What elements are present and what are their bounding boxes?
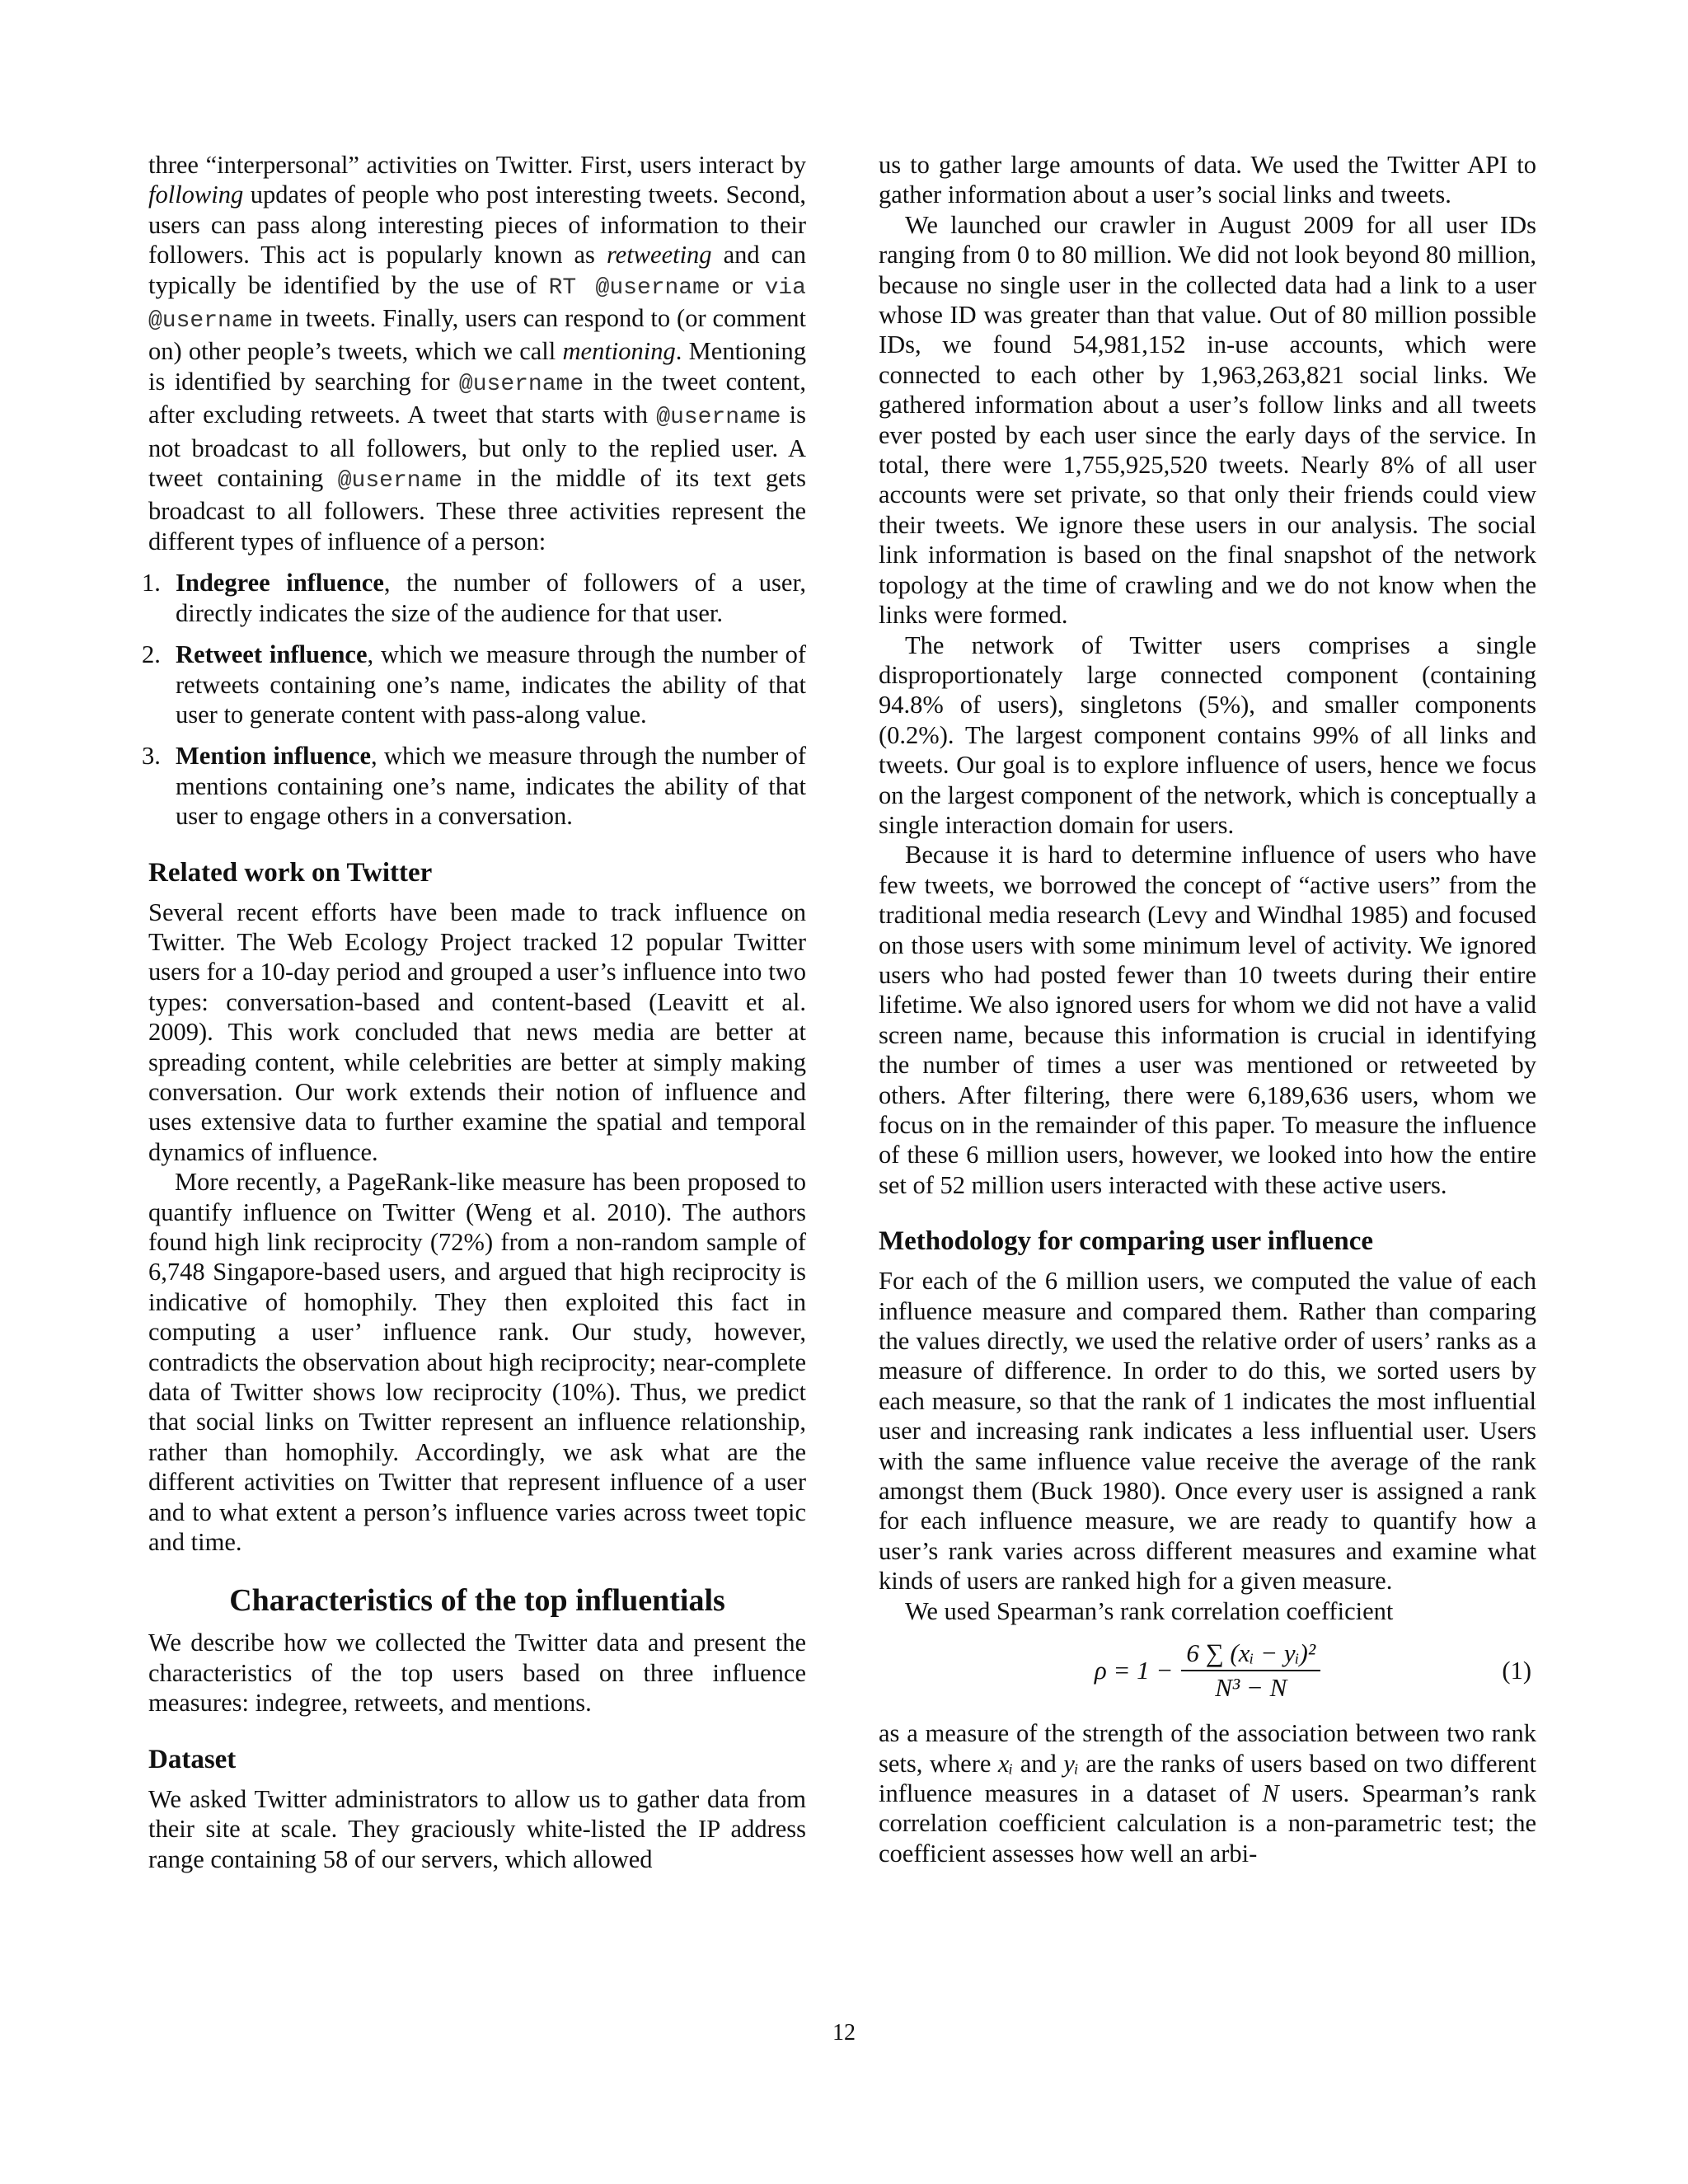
spearman-intro: We used Spearman’s rank correlation coefficient: [905, 1596, 1394, 1625]
left-column: [142, 150, 807, 1874]
after-equation-paragraph: as a measure of the strength of the association between two rank sets, where xᵢ and yᵢ are the ranks of users based on two different influence measures in a dataset of N users. Spearman’s rank correlation coefficient calculation is a non-parametric test; the coefficient assesses how well an arbi-: [879, 1719, 1536, 1868]
section-heading: Characteristics of the top influentials: [229, 1583, 725, 1619]
related-work-heading: Related work on Twitter: [148, 857, 433, 888]
methodology-paragraph: For each of the 6 million users, we computed the value of each influence measure and compared them. Rather than comparing the values directly, we used the relative order of users’ ranks as a measure of difference. In order to do this, we sorted users by each measure, so that the rank of 1 indicates the most influential user and increasing rank indicates a less influential user. Users with the same influence value receive the average of the rank amongst them (Buck 1980). Once every user is assigned a rank for each influence measure, we are ready to quantify how a user’s rank varies across different measures and examine what kinds of users are ranked high for a given measure.: [879, 1267, 1536, 1596]
equation-number: (1): [1502, 1657, 1531, 1685]
list-item: 1. Indegree influence, the number of followers of a user, directly indicates the size of the audience for that user.: [142, 569, 806, 627]
section-paragraph: We describe how we collected the Twitter data and present the characteristics of the top users based on three influence measures: indegree, retweets, and mentions.: [148, 1629, 806, 1718]
equation-numerator: 6 ∑ (xᵢ − yᵢ)²: [1181, 1638, 1320, 1671]
equation-lhs: ρ = 1 −: [1094, 1655, 1174, 1685]
crawler-paragraph: We launched our crawler in August 2009 for all user IDs ranging from 0 to 80 million. We did not look beyond 80 million, because no single user in the collected data had a link to a user whose ID was greater than that value. Out of 80 million possible IDs, we found 54,981,152 in-use accounts, which were connected to each other by 1,963,263,821 social links. We gathered information about a user’s follow links and all tweets ever posted by each user since the early days of the service. In total, there were 1,755,925,520 tweets. Nearly 8% of all user accounts were set private, so that only their friends could view their tweets. We ignore these users in our analysis. The social link information is based on the final snapshot of the network topology at the time of crawling and we do not know when the links were formed.: [879, 210, 1536, 630]
dataset-paragraph-continued: us to gather large amounts of data. We used the Twitter API to gather information about a user’s social links and tweets.: [879, 151, 1536, 209]
list-item: 3. Mention influence, which we measure through the number of mentions containing one’s name, indicates the ability of that user to engage others in a conversation.: [142, 742, 806, 831]
dataset-heading: Dataset: [148, 1744, 237, 1774]
intro-paragraph: three “interpersonal” activities on Twitter. First, users interact by following updates of people who post interesting tweets. Second, users can pass along interesting pieces of information to their followers. This act is popularly known as retweeting and can typically be identified by the use of RT @username or via @username in tweets. Finally, users can respond to (or comment on) other people’s tweets, which we call mentioning. Mentioning is identified by searching for @username in the tweet content, after excluding retweets. A tweet that starts with @username is not broadcast to all followers, but only to the replied user. A tweet containing @username in the middle of its text gets broadcast to all followers. These three activities represent the different types of influence of a person:: [148, 151, 807, 555]
equation-denominator: N³ − N: [1215, 1673, 1287, 1703]
methodology-heading: Methodology for comparing user influence: [879, 1226, 1374, 1257]
related-work-paragraph: More recently, a PageRank-like measure has been proposed to quantify influence on Twitter (Weng et al. 2010). The authors found high link reciprocity (72%) from a non-random sample of 6,748 Singapore-based users, and argued that high reciprocity is indicative of homophily. They then exploited this fact in computing a user’ influence rank. Our study, however, contradicts the observation about high reciprocity; near-complete data of Twitter shows low reciprocity (10%). Thus, we predict that social links on Twitter represent an influence relationship, rather than homophily. Accordingly, we ask what are the different activities on Twitter that represent influence of a user and to what extent a person’s influence varies across tweet topic and time.: [148, 1168, 806, 1557]
dataset-paragraph: We asked Twitter administrators to allow us to gather data from their site at scale. They graciously white-listed the IP address range containing 58 of our servers, which allowed: [148, 1784, 806, 1873]
equation-fraction: [1181, 1638, 1320, 1704]
influence-list: [142, 568, 806, 831]
active-users-paragraph: Because it is hard to determine influence of users who have few tweets, we borrowed the concept of “active users” from the traditional media research (Levy and Windhal 1985) and focused on those users with some minimum level of activity. We ignored users who had posted fewer than 10 tweets during their entire lifetime. We also ignored users for whom we did not have a valid screen name, because this information is crucial in identifying the number of times a user was mentioned or retweeted by others. After filtering, there were 6,189,636 users, whom we focus on in the remainder of this paper. To measure the influence of these 6 million users, however, we looked into how the entire set of 52 million users interacted with these active users.: [879, 841, 1536, 1199]
right-column: [879, 150, 1536, 1868]
page-number: 12: [832, 2020, 856, 2046]
network-paragraph: The network of Twitter users comprises a single disproportionately large connected component (containing 94.8% of users), singletons (5%), and smaller components (0.2%). The largest component contains 99% of all links and tweets. Our goal is to explore influence of users, hence we focus on the largest component of the network, which is conceptually a single interaction domain for users.: [879, 630, 1536, 839]
related-work-paragraph: Several recent efforts have been made to track influence on Twitter. The Web Ecology Project tracked 12 popular Twitter users for a 10-day period and grouped a user’s influence into two types: conversation-based and content-based (Leavitt et al. 2009). This work concluded that news media are better at spreading content, while celebrities are better at simply making conversation. Our work extends their notion of influence and uses extensive data to further examine the spatial and temporal dynamics of influence.: [148, 898, 806, 1166]
spearman-equation: [879, 1628, 1536, 1713]
list-item: 2. Retweet influence, which we measure through the number of retweets containing one’s name, indicates the ability of that user to generate content with pass-along value.: [142, 640, 806, 729]
